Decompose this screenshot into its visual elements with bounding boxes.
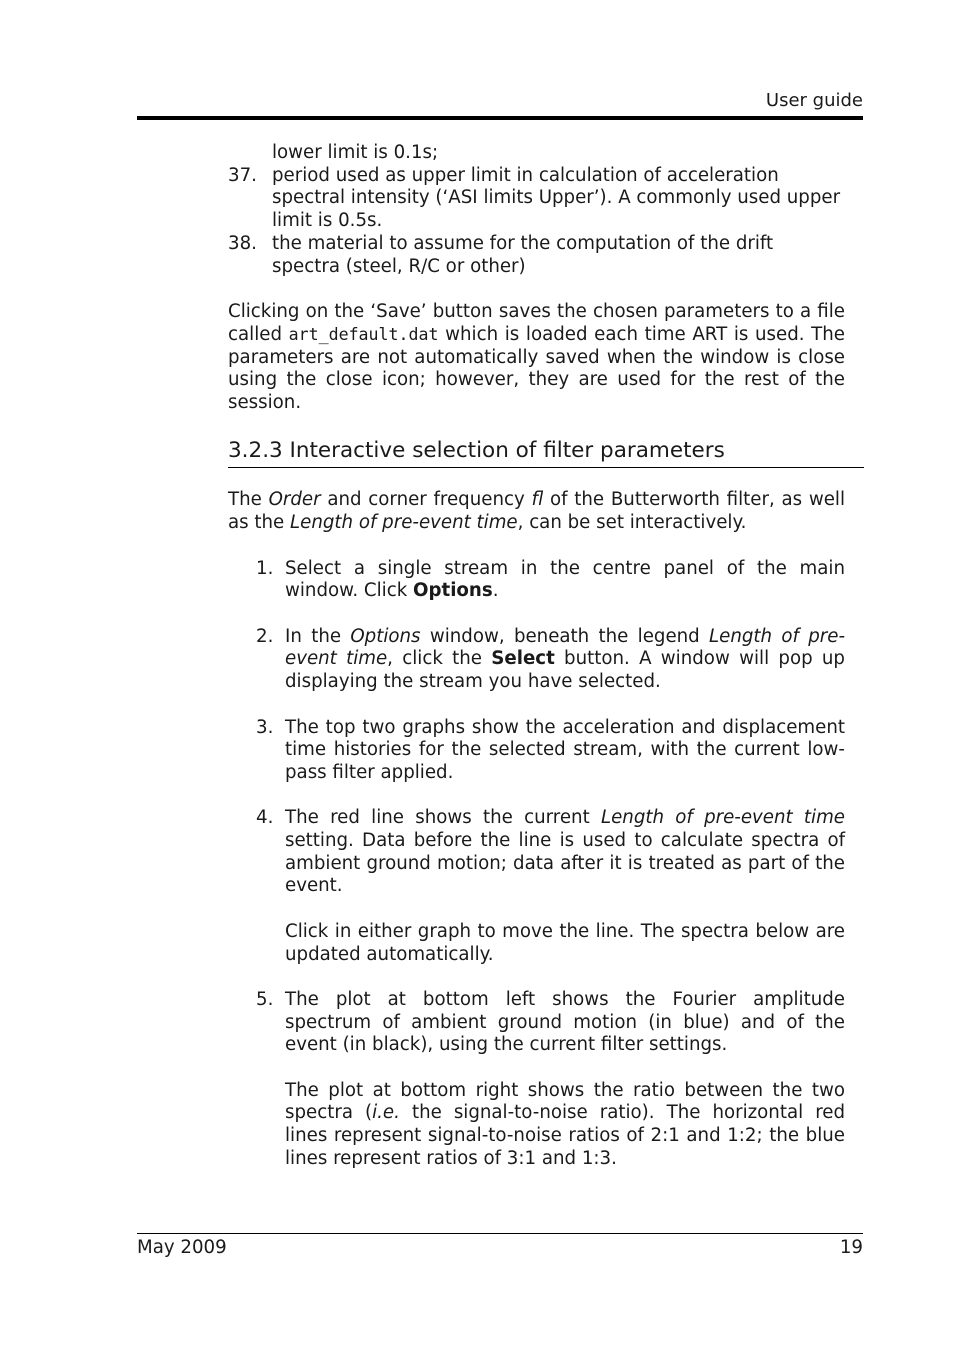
text: . — [492, 580, 499, 602]
step-number: 4. — [256, 807, 274, 829]
step-text — [285, 626, 845, 694]
text: The red line shows the current — [285, 807, 601, 829]
steps-list — [228, 558, 845, 1171]
footer-date: May 2009 — [137, 1237, 227, 1258]
step-5 — [228, 989, 845, 1171]
list-number: 38. — [228, 232, 257, 254]
filename-code: art_default.dat — [288, 324, 439, 344]
step-4 — [228, 807, 845, 966]
text: , click the — [387, 648, 492, 670]
text: the signal-to-noise ratio). The horizontal red lines represent signal-to-noise ratios of 2:1 and 1:2; the blue lines represent ratios of 3:1 and 1:3. — [285, 1102, 845, 1169]
section-intro — [228, 489, 845, 534]
save-paragraph — [228, 301, 845, 415]
emphasis: Length of pre-event time — [285, 625, 846, 670]
step-1 — [228, 558, 845, 603]
step-number: 2. — [256, 625, 274, 647]
text: Select a single stream in the centre panel of the main window. Click — [285, 557, 845, 602]
text: button. A window will pop up displaying the stream you have selected. — [285, 648, 845, 693]
emphasis: Order — [268, 489, 321, 511]
emphasis: fl — [531, 489, 544, 511]
text: In the — [285, 625, 351, 647]
page-content — [228, 142, 845, 1193]
text: Clicking on the ‘Save’ button saves the chosen parameters to a file called — [228, 301, 845, 345]
text: , can be set interactively. — [517, 511, 747, 533]
text: and corner frequency — [320, 489, 532, 511]
header-title: User guide — [765, 90, 863, 111]
list-text: period used as upper limit in calculation of acceleration spectral intensity (‘ASI limits Upper’). A commonly used upper limit is 0.5s. — [272, 164, 841, 232]
emphasis: Options — [350, 625, 421, 647]
step-text — [285, 558, 845, 603]
list-item-38 — [228, 233, 845, 278]
text: window, beneath the legend — [420, 625, 710, 647]
emphasis: Length of pre-event time — [290, 511, 518, 533]
step-3 — [228, 717, 845, 785]
step-number: 5. — [256, 988, 274, 1010]
step-text: The plot at bottom left shows the Fourier amplitude spectrum of ambient ground motion (in blue) and of the event (in black), using the current filter settings. — [285, 988, 845, 1056]
bold-text: Select — [491, 648, 555, 670]
text: setting. Data before the line is used to calculate spectra of ambient ground motion; data after it is treated as part of the event. — [285, 830, 845, 897]
list-item-36-tail: lower limit is 0.1s; — [272, 142, 439, 163]
bold-text: Options — [413, 580, 493, 602]
step-text-2: Click in either graph to move the line. The spectra below are updated automatically. — [285, 920, 845, 965]
step-2 — [228, 626, 845, 694]
footer-page-number: 19 — [839, 1237, 863, 1258]
footer-rule — [137, 1233, 863, 1234]
text: which is loaded each time ART is used. The parameters are not automatically saved when the window is close using the close icon; however, they are used for the rest of the session. — [228, 323, 845, 414]
header-rule — [137, 116, 863, 120]
list-item-37 — [228, 165, 845, 233]
step-text-2 — [285, 1080, 845, 1171]
step-text: The top two graphs show the acceleration and displacement time histories for the selected stream, with the current low-pass filter applied. — [285, 716, 845, 783]
step-text — [285, 807, 845, 898]
text: The — [228, 489, 269, 511]
emphasis: i.e. — [372, 1102, 400, 1124]
step-number: 1. — [256, 557, 274, 579]
list-number: 37. — [228, 164, 257, 186]
emphasis: Length of pre-event time — [600, 807, 845, 829]
section-heading: 3.2.3 Interactive selection of filter parameters — [228, 437, 864, 468]
list-text: the material to assume for the computation of the drift spectra (steel, R/C or other) — [272, 232, 774, 277]
text: The plot at bottom right shows the ratio between the two spectra ( — [285, 1079, 845, 1124]
text: of the Butterworth filter, as well as the — [228, 489, 846, 533]
step-number: 3. — [256, 716, 274, 738]
